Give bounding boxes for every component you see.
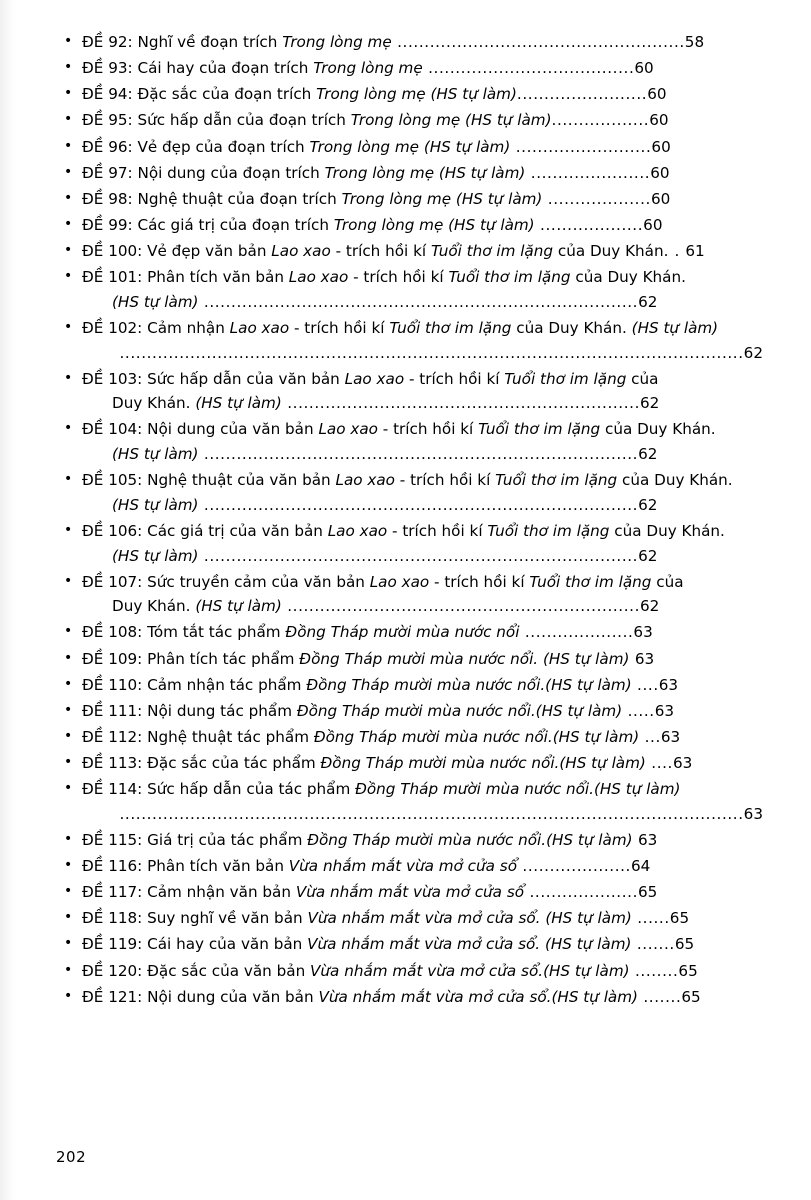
toc-italic: Trong lòng mẹ (HS tự làm) bbox=[316, 85, 517, 104]
toc-label: ĐỀ 99: Các giá trị của đoạn trích bbox=[82, 215, 334, 234]
toc-after2: của Duy Khán. bbox=[511, 318, 632, 337]
toc-entry-line bbox=[82, 828, 763, 853]
toc-italic: Trong lòng mẹ bbox=[282, 33, 392, 51]
toc-entry[interactable] bbox=[56, 725, 763, 750]
toc-italic2: Tuổi thơ im lặng bbox=[529, 572, 652, 591]
toc-label: ĐỀ 98: Nghệ thuật của đoạn trích bbox=[82, 189, 342, 208]
toc-entry-line bbox=[82, 30, 763, 55]
toc-label: ĐỀ 120: Đặc sắc của văn bản bbox=[82, 961, 311, 980]
toc-leader-dots: ................................................................. bbox=[281, 394, 641, 413]
toc-entry[interactable] bbox=[56, 985, 763, 1010]
toc-page-number: 62 bbox=[640, 394, 660, 413]
toc-entry[interactable] bbox=[56, 932, 763, 957]
toc-italic: Lao xao bbox=[271, 242, 331, 260]
toc-italic: Vừa nhắm mắt vừa mở cửa sổ. (HS tự làm) bbox=[307, 909, 632, 928]
toc-page-number: 63 bbox=[672, 754, 693, 772]
toc-after2: của Duy Khán. bbox=[600, 420, 716, 439]
toc-italic: Vừa nhắm mắt vừa mở cửa sổ bbox=[288, 857, 517, 875]
toc-page-number: 60 bbox=[643, 215, 663, 234]
toc-italic: Vừa nhắm mắt vừa mở cửa sổ.(HS tự làm) bbox=[310, 961, 630, 980]
toc-label: ĐỀ 101: Phân tích văn bản bbox=[82, 268, 289, 287]
toc-after: - trích hồi kí bbox=[387, 521, 488, 540]
toc-italic: Lao xao bbox=[288, 268, 349, 287]
toc-entry[interactable] bbox=[56, 519, 763, 568]
toc-leader-dots: .................... bbox=[524, 883, 639, 902]
toc-leader-dots: ... bbox=[639, 727, 661, 746]
toc-entry[interactable] bbox=[56, 239, 763, 264]
page-edge-shadow bbox=[0, 0, 14, 1200]
toc-entry[interactable] bbox=[56, 30, 763, 55]
toc-leader-dots: .................. bbox=[551, 111, 650, 130]
toc-page-number: 60 bbox=[651, 137, 671, 156]
toc-entry-line bbox=[82, 213, 763, 238]
toc-italic: Trong lòng mẹ (HS tự làm) bbox=[333, 215, 535, 234]
toc-page-number: 60 bbox=[634, 59, 654, 78]
toc-entry[interactable] bbox=[56, 880, 763, 905]
toc-entry[interactable] bbox=[56, 82, 763, 107]
toc-italic: Đồng Tháp mười mùa nước nổi.(HS tự làm) bbox=[296, 701, 623, 720]
toc-leader-dots: ..... bbox=[622, 701, 655, 720]
toc-page-number: 64 bbox=[630, 857, 651, 875]
toc-entry-continuation bbox=[82, 594, 763, 619]
toc-leader-dots: ....... bbox=[631, 935, 675, 954]
toc-entry-line bbox=[82, 880, 763, 905]
toc-entry[interactable] bbox=[56, 959, 763, 984]
toc-entry-line bbox=[82, 108, 763, 133]
toc-after2: của Duy Khán. bbox=[570, 268, 686, 287]
toc-label: ĐỀ 116: Phân tích văn bản bbox=[82, 857, 289, 875]
toc-entry-line bbox=[82, 647, 763, 672]
toc-page-number: 62 bbox=[638, 546, 658, 565]
toc-italic: Đồng Tháp mười mùa nước nổi.(HS tự làm) bbox=[307, 830, 633, 849]
toc-page-number: 63 bbox=[634, 649, 655, 668]
toc-italic: Lao xao bbox=[369, 572, 430, 591]
toc-label: ĐỀ 103: Sức hấp dẫn của văn bản bbox=[82, 369, 345, 388]
toc-label: ĐỀ 95: Sức hấp dẫn của đoạn trích bbox=[82, 111, 351, 130]
toc-italic: Đồng Tháp mười mùa nước nổi.(HS tự làm) bbox=[320, 754, 646, 772]
toc-leader-dots: ......................... bbox=[510, 137, 652, 156]
toc-entry[interactable] bbox=[56, 906, 763, 931]
toc-entry-line bbox=[82, 854, 763, 879]
toc-after2: của bbox=[651, 572, 684, 591]
toc-label: ĐỀ 110: Cảm nhận tác phẩm bbox=[82, 675, 307, 694]
toc-page-number: 65 bbox=[681, 987, 701, 1006]
toc-page-number: 63 bbox=[638, 830, 658, 849]
toc-after2: của Duy Khán bbox=[553, 242, 664, 260]
toc-label: ĐỀ 113: Đặc sắc của tác phẩm bbox=[82, 754, 321, 772]
toc-entry-line bbox=[82, 932, 763, 957]
toc-label: ĐỀ 115: Giá trị của tác phẩm bbox=[82, 830, 308, 849]
toc-entry-line bbox=[82, 673, 763, 698]
toc-leader-dots: ................................................................................ bbox=[198, 495, 639, 514]
toc-entry-continuation bbox=[82, 341, 763, 366]
toc-after2: của Duy Khán. bbox=[617, 471, 733, 490]
toc-entry-continuation bbox=[82, 442, 763, 467]
toc-entry-continuation bbox=[82, 544, 763, 569]
toc-label: ĐỀ 94: Đặc sắc của đoạn trích bbox=[82, 85, 317, 104]
toc-entry-line bbox=[82, 751, 763, 776]
toc-page-number: 60 bbox=[647, 85, 667, 104]
toc-italic: Vừa nhắm mắt vừa mở cửa sổ bbox=[295, 883, 525, 902]
toc-italic: Đồng Tháp mười mùa nước nổi.(HS tự làm) bbox=[355, 780, 681, 799]
toc-entry[interactable] bbox=[56, 854, 763, 879]
toc-entry-line bbox=[82, 725, 763, 750]
toc-italic: Lao xao bbox=[335, 471, 395, 490]
toc-leader-dots: ................................................................................................................... bbox=[119, 804, 744, 823]
toc-after: - trích hồi kí bbox=[289, 318, 390, 337]
toc-after: - trích hồi kí bbox=[348, 268, 449, 287]
toc-page-number: 60 bbox=[650, 189, 671, 208]
toc-italic: Đồng Tháp mười mùa nước nổi bbox=[285, 623, 520, 642]
toc-italic2: Tuổi thơ im lặng bbox=[504, 369, 627, 388]
toc-page-number: 65 bbox=[678, 961, 698, 980]
toc-label: ĐỀ 108: Tóm tắt tác phẩm bbox=[82, 623, 286, 642]
toc-italic2: Tuổi thơ im lặng bbox=[448, 268, 571, 287]
toc-entry-line bbox=[82, 135, 763, 160]
toc-leader-dots: .................... bbox=[517, 857, 631, 875]
toc-italic: Đồng Tháp mười mùa nước nổi.(HS tự làm) bbox=[313, 727, 640, 746]
toc-label: Duy Khán. bbox=[112, 394, 196, 413]
toc-italic: Trong lòng mẹ bbox=[313, 59, 423, 78]
toc-entry-line bbox=[82, 699, 763, 724]
toc-entry-line bbox=[82, 265, 763, 290]
toc-italic: (HS tự làm) bbox=[112, 546, 199, 565]
toc-after: - trích hồi kí bbox=[330, 242, 431, 260]
toc-italic: (HS tự làm) bbox=[195, 597, 282, 616]
toc-italic: Trong lòng mẹ (HS tự làm) bbox=[324, 163, 526, 182]
toc-page-number: 62 bbox=[640, 597, 660, 616]
toc-italic: Trong lòng mẹ (HS tự làm) bbox=[350, 111, 552, 130]
toc-page-number: 63 bbox=[743, 804, 763, 823]
toc-page-number: 63 bbox=[660, 727, 681, 746]
toc-entry[interactable] bbox=[56, 135, 763, 160]
toc-leader-dots: .................... bbox=[519, 623, 634, 642]
toc-after: - trích hồi kí bbox=[404, 369, 505, 388]
toc-italic: (HS tự làm) bbox=[112, 292, 199, 311]
toc-page-number: 60 bbox=[650, 163, 670, 182]
toc-entry[interactable] bbox=[56, 213, 763, 238]
toc-entry-line bbox=[82, 985, 763, 1010]
toc-italic: Đồng Tháp mười mùa nước nổi. (HS tự làm) bbox=[299, 649, 630, 668]
toc-italic2: Tuổi thơ im lặng bbox=[495, 471, 618, 490]
toc-after2: của bbox=[626, 369, 659, 388]
toc-label: ĐỀ 93: Cái hay của đoạn trích bbox=[82, 59, 314, 78]
toc-label: ĐỀ 118: Suy nghĩ về văn bản bbox=[82, 909, 308, 928]
toc-entry[interactable] bbox=[56, 108, 763, 133]
toc-entry-line bbox=[82, 906, 763, 931]
toc-page-number: 63 bbox=[633, 623, 653, 642]
toc-page-number: 62 bbox=[743, 343, 763, 362]
toc-leader-dots: . . bbox=[663, 242, 686, 260]
toc-entry[interactable] bbox=[56, 828, 763, 853]
toc-italic: Lao xao bbox=[344, 369, 405, 388]
toc-label: ĐỀ 102: Cảm nhận bbox=[82, 318, 230, 337]
toc-page-number: 60 bbox=[649, 111, 669, 130]
toc-entry-line bbox=[82, 56, 763, 81]
toc-label: ĐỀ 107: Sức truyền cảm của văn bản bbox=[82, 572, 370, 591]
toc-italic: Lao xao bbox=[229, 318, 290, 337]
toc-leader-dots: ....... bbox=[637, 987, 682, 1006]
toc-after: - trích hồi kí bbox=[429, 572, 530, 591]
toc-leader-dots: ..................................................... bbox=[391, 33, 685, 51]
toc-entry[interactable] bbox=[56, 751, 763, 776]
toc-leader-dots: .... bbox=[645, 754, 673, 772]
toc-label: ĐỀ 96: Vẻ đẹp của đoạn trích bbox=[82, 137, 310, 156]
toc-entry[interactable] bbox=[56, 187, 763, 212]
toc-label: ĐỀ 109: Phân tích tác phẩm bbox=[82, 649, 300, 668]
toc-after: - trích hồi kí bbox=[377, 420, 479, 439]
toc-label: ĐỀ 105: Nghệ thuật của văn bản bbox=[82, 471, 336, 490]
toc-italic2: Tuổi thơ im lặng bbox=[478, 420, 601, 439]
toc-entry[interactable] bbox=[56, 56, 763, 81]
toc-page-number: 65 bbox=[674, 935, 695, 954]
toc-italic: Lao xao bbox=[318, 420, 378, 439]
toc-entry-line bbox=[82, 777, 763, 802]
toc-label: ĐỀ 114: Sức hấp dẫn của tác phẩm bbox=[82, 780, 356, 799]
toc-entry[interactable] bbox=[56, 417, 763, 466]
toc-entry-continuation bbox=[82, 290, 763, 315]
toc-italic: Trong lòng mẹ (HS tự làm) bbox=[309, 137, 511, 156]
toc-entry[interactable] bbox=[56, 620, 763, 645]
toc-entry-continuation bbox=[82, 802, 763, 827]
toc-entry-line bbox=[82, 239, 763, 264]
toc-label: ĐỀ 92: Nghĩ về đoạn trích bbox=[82, 33, 283, 51]
toc-label: ĐỀ 121: Nội dung của văn bản bbox=[82, 987, 319, 1006]
toc-italic: (HS tự làm) bbox=[112, 495, 199, 514]
toc-entry-line bbox=[82, 367, 763, 392]
table-of-contents bbox=[56, 30, 763, 1009]
toc-label: ĐỀ 104: Nội dung của văn bản bbox=[82, 420, 319, 439]
toc-entry-line bbox=[82, 417, 763, 442]
toc-page-number: 65 bbox=[638, 883, 658, 902]
toc-label: ĐỀ 111: Nội dung tác phẩm bbox=[82, 701, 297, 720]
toc-entry[interactable] bbox=[56, 316, 763, 365]
toc-italic: Vừa nhắm mắt vừa mở cửa sổ.(HS tự làm) bbox=[318, 987, 638, 1006]
toc-entry-line bbox=[82, 161, 763, 186]
toc-entry[interactable] bbox=[56, 647, 763, 672]
toc-entry[interactable] bbox=[56, 699, 763, 724]
toc-italic: Vừa nhắm mắt vừa mở cửa sổ. (HS tự làm) bbox=[307, 935, 632, 954]
toc-italic2: Tuổi thơ im lặng bbox=[487, 521, 610, 540]
toc-label: ĐỀ 119: Cái hay của văn bản bbox=[82, 935, 308, 954]
toc-entry-line bbox=[82, 187, 763, 212]
toc-entry[interactable] bbox=[56, 673, 763, 698]
toc-entry-line bbox=[82, 620, 763, 645]
toc-entry-line bbox=[82, 570, 763, 595]
toc-label: ĐỀ 117: Cảm nhận văn bản bbox=[82, 883, 296, 902]
toc-label: ĐỀ 100: Vẻ đẹp văn bản bbox=[82, 242, 272, 260]
toc-italic: Lao xao bbox=[327, 521, 388, 540]
toc-after2: của Duy Khán. bbox=[609, 521, 725, 540]
page-number: 202 bbox=[56, 1148, 87, 1166]
toc-entry-line bbox=[82, 959, 763, 984]
toc-page-number: 63 bbox=[658, 675, 679, 694]
toc-page-number: 63 bbox=[654, 701, 675, 720]
toc-entry[interactable] bbox=[56, 367, 763, 416]
toc-leader-dots: ...................................... bbox=[422, 59, 635, 78]
toc-entry-line bbox=[82, 519, 763, 544]
toc-page-number: 62 bbox=[638, 445, 658, 463]
toc-entry[interactable] bbox=[56, 570, 763, 619]
toc-label: ĐỀ 112: Nghệ thuật tác phẩm bbox=[82, 727, 314, 746]
toc-italic: (HS tự làm) bbox=[195, 394, 282, 413]
toc-leader-dots: ........................ bbox=[516, 85, 648, 104]
toc-entry-continuation bbox=[82, 391, 763, 416]
toc-page-number: 61 bbox=[685, 242, 705, 260]
toc-page-number: 65 bbox=[669, 909, 690, 928]
toc-italic2: Tuổi thơ im lặng bbox=[389, 318, 512, 337]
toc-entry[interactable] bbox=[56, 265, 763, 314]
toc-page-number: 58 bbox=[684, 33, 705, 51]
toc-italic3: (HS tự làm) bbox=[631, 318, 719, 337]
toc-page-number: 62 bbox=[638, 292, 658, 311]
toc-leader-dots: ................................................................. bbox=[281, 597, 641, 616]
toc-leader-dots: ........ bbox=[629, 961, 679, 980]
toc-entry[interactable] bbox=[56, 777, 763, 826]
toc-leader-dots: ...... bbox=[631, 909, 670, 928]
toc-italic: Trong lòng mẹ (HS tự làm) bbox=[341, 189, 543, 208]
toc-leader-dots: ................... bbox=[534, 215, 644, 234]
toc-page-number: 62 bbox=[638, 495, 658, 514]
toc-after: - trích hồi kí bbox=[394, 471, 496, 490]
toc-leader-dots: ................................................................................ bbox=[198, 546, 639, 565]
toc-label: ĐỀ 106: Các giá trị của văn bản bbox=[82, 521, 328, 540]
toc-leader-dots: ................................................................................ bbox=[198, 445, 639, 463]
toc-entry-line bbox=[82, 82, 763, 107]
toc-leader-dots: ................................................................................ bbox=[198, 292, 639, 311]
toc-italic: (HS tự làm) bbox=[112, 445, 199, 463]
toc-leader-dots: .... bbox=[631, 675, 659, 694]
toc-entry[interactable] bbox=[56, 161, 763, 186]
toc-italic: Đồng Tháp mười mùa nước nổi.(HS tự làm) bbox=[306, 675, 632, 694]
toc-entry[interactable] bbox=[56, 468, 763, 517]
toc-label: ĐỀ 97: Nội dung của đoạn trích bbox=[82, 163, 325, 182]
toc-entry-line bbox=[82, 468, 763, 493]
toc-leader-dots: ................... bbox=[542, 189, 651, 208]
toc-entry-line bbox=[82, 316, 763, 341]
toc-label: Duy Khán. bbox=[112, 597, 196, 616]
toc-entry-continuation bbox=[82, 493, 763, 518]
toc-leader-dots: ................................................................................................................... bbox=[119, 343, 744, 362]
toc-italic2: Tuổi thơ im lặng bbox=[430, 242, 554, 260]
toc-leader-dots: ...................... bbox=[525, 163, 651, 182]
